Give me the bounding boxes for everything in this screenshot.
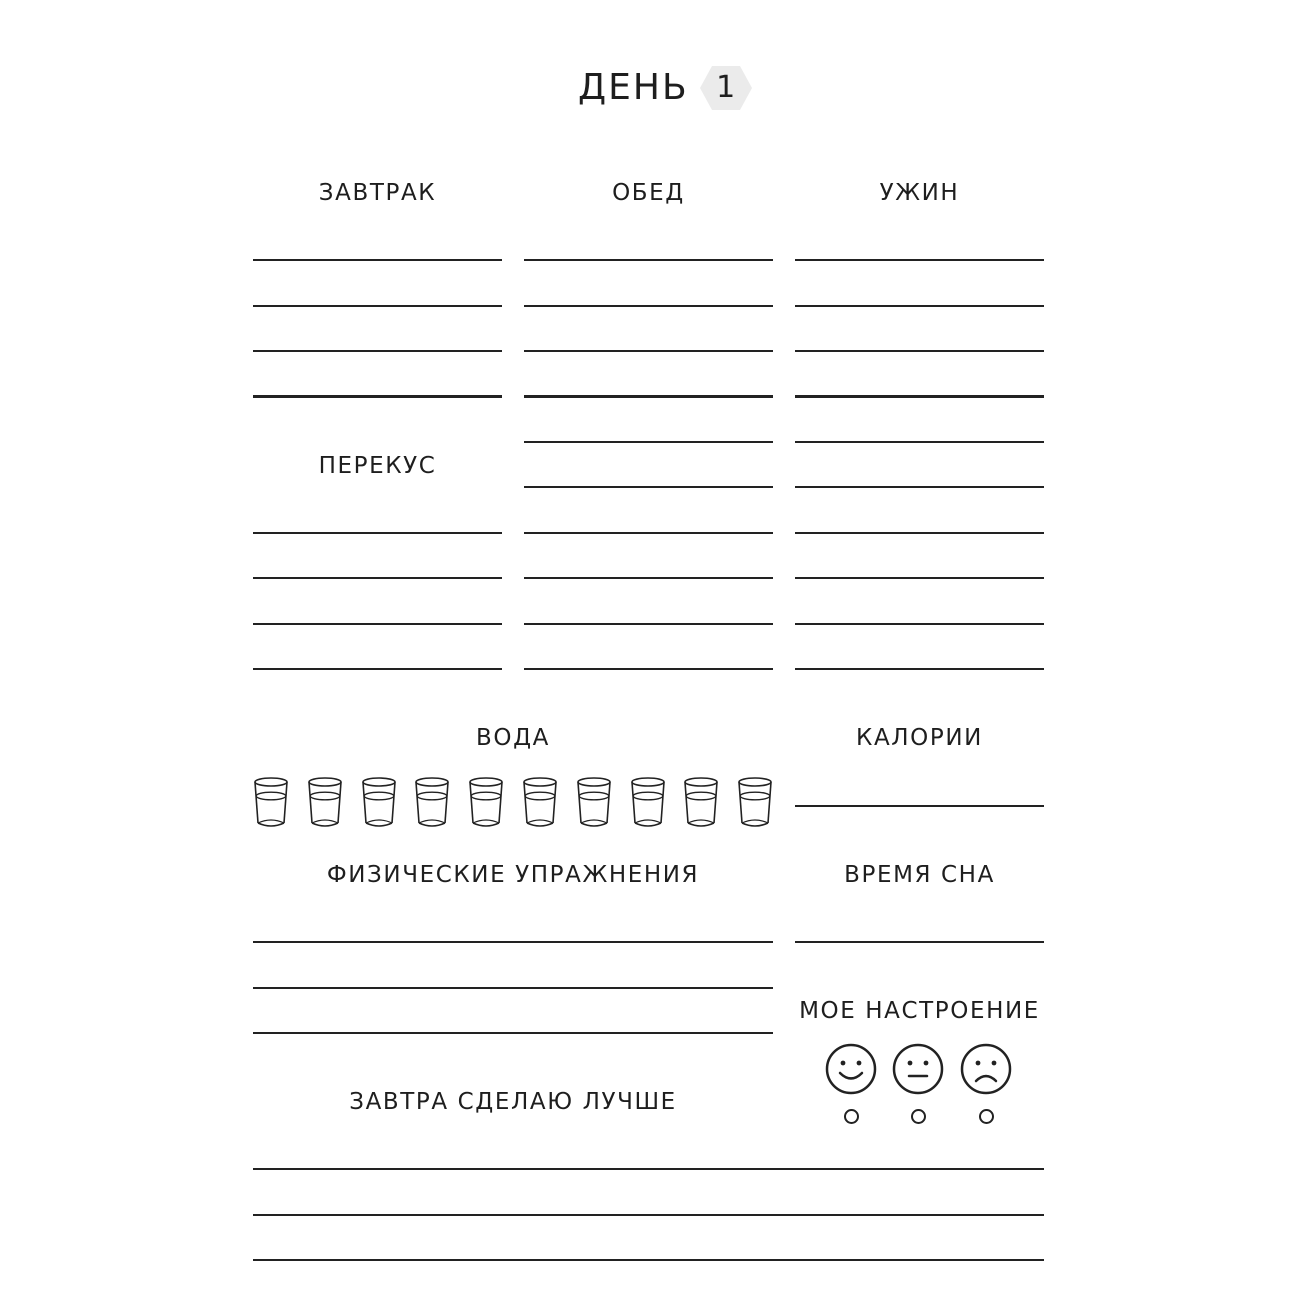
write-line[interactable] [253,305,502,307]
write-line[interactable] [253,987,773,989]
write-line[interactable] [524,395,773,398]
lunch-label: ОБЕД [612,180,685,206]
snack-label: ПЕРЕКУС [318,453,437,479]
write-line[interactable] [253,1032,773,1034]
write-line[interactable] [253,668,502,670]
sleep-label: ВРЕМЯ СНА [844,862,995,888]
mood-sad-radio[interactable] [979,1109,994,1124]
water-glass-icon[interactable] [252,776,290,830]
water-glass-icon[interactable] [629,776,667,830]
exercise-label: ФИЗИЧЕСКИЕ УПРАЖНЕНИЯ [326,862,700,888]
write-line[interactable] [253,395,502,398]
dinner-label: УЖИН [879,180,960,206]
write-line[interactable] [795,259,1044,261]
write-line[interactable] [524,577,773,579]
write-line[interactable] [524,259,773,261]
write-line[interactable] [795,395,1044,398]
neutral-face-icon [892,1043,944,1095]
write-line[interactable] [795,350,1044,352]
write-line[interactable] [524,441,773,443]
write-line[interactable] [253,259,502,261]
write-line[interactable] [795,305,1044,307]
mood-neutral-radio[interactable] [911,1109,926,1124]
water-glass-icon[interactable] [467,776,505,830]
write-line[interactable] [795,486,1044,488]
write-line[interactable] [253,623,502,625]
write-line[interactable] [795,577,1044,579]
write-line[interactable] [795,623,1044,625]
write-line[interactable] [253,577,502,579]
calories-label: КАЛОРИИ [856,725,983,751]
breakfast-label: ЗАВТРАК [318,180,437,206]
write-line[interactable] [524,305,773,307]
water-glass-icon[interactable] [413,776,451,830]
day-number-badge [699,65,753,111]
write-line[interactable] [795,532,1044,534]
water-glass-icon[interactable] [521,776,559,830]
write-line[interactable] [524,486,773,488]
write-line[interactable] [524,623,773,625]
write-line[interactable] [795,668,1044,670]
write-line[interactable] [253,1214,1044,1216]
water-glass-icon[interactable] [575,776,613,830]
write-line[interactable] [524,532,773,534]
water-glass-icon[interactable] [736,776,774,830]
sad-face-icon [960,1043,1012,1095]
water-glass-icon[interactable] [682,776,720,830]
sleep-line[interactable] [795,941,1044,943]
water-glass-icon[interactable] [306,776,344,830]
write-line[interactable] [253,1168,1044,1170]
happy-face-icon [825,1043,877,1095]
day-title: ДЕНЬ [578,67,689,108]
page-title [578,64,753,112]
write-line[interactable] [795,441,1044,443]
water-glass-icon[interactable] [360,776,398,830]
calories-line[interactable] [795,805,1044,807]
mood-happy-radio[interactable] [844,1109,859,1124]
write-line[interactable] [253,350,502,352]
write-line[interactable] [253,532,502,534]
water-label: ВОДА [476,725,550,751]
tomorrow-label: ЗАВТРА СДЕЛАЮ ЛУЧШЕ [349,1089,677,1115]
write-line[interactable] [524,668,773,670]
mood-label: МОЕ НАСТРОЕНИЕ [799,998,1040,1024]
day-number: 1 [716,70,736,105]
write-line[interactable] [524,350,773,352]
write-line[interactable] [253,941,773,943]
write-line[interactable] [253,1259,1044,1261]
